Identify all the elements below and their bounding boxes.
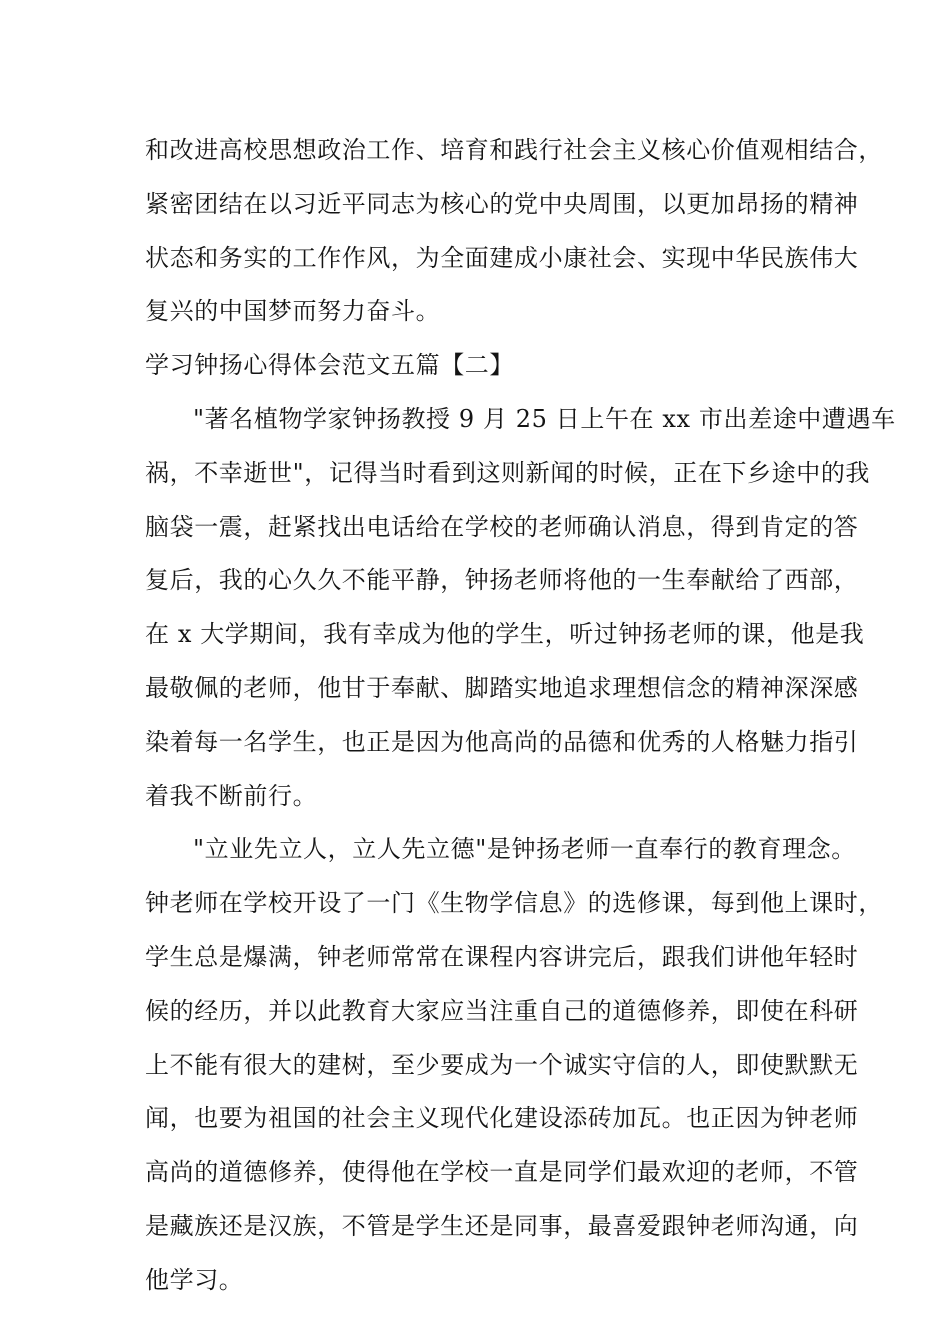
paragraph-line: "著名植物学家钟扬教授 9 月 25 日上午在 xx 市出差途中遭遇车 (193, 404, 896, 433)
paragraph-line: 高尚的道德修养，使得他在学校一直是同学们最欢迎的老师，不管 (145, 1158, 859, 1187)
paragraph-line: 学生总是爆满，钟老师常常在课程内容讲完后，跟我们讲他年轻时 (145, 942, 859, 971)
paragraph-line: 最敬佩的老师，他甘于奉献、脚踏实地追求理想信念的精神深深感 (145, 673, 859, 702)
paragraph-line: 钟老师在学校开设了一门《生物学信息》的选修课，每到他上课时， (145, 889, 883, 918)
paragraph-line: 和改进高校思想政治工作、培育和践行社会主义核心价值观相结合， (145, 136, 883, 164)
paragraph-line: 候的经历，并以此教育大家应当注重自己的道德修养，即使在科研 (145, 996, 859, 1025)
paragraph-line: 着我不断前行。 (145, 781, 318, 810)
section-heading: 学习钟扬心得体会范文五篇【二】 (145, 351, 514, 380)
document-body (145, 124, 896, 1308)
paragraph-line: 脑袋一震，赶紧找出电话给在学校的老师确认消息，得到肯定的答 (145, 512, 859, 541)
paragraph-line: "立业先立人，立人先立德"是钟扬老师一直奉行的教育理念。 (193, 835, 856, 864)
paragraph-line: 是藏族还是汉族，不管是学生还是同事，最喜爱跟钟老师沟通，向 (145, 1211, 859, 1240)
paragraph-line: 上不能有很大的建树，至少要成为一个诚实守信的人，即使默默无 (145, 1050, 859, 1079)
paragraph-line: 紧密团结在以习近平同志为核心的党中央周围，以更加昂扬的精神 (145, 189, 859, 218)
paragraph-2 (145, 393, 896, 823)
paragraph-line: 他学习。 (145, 1265, 244, 1294)
paragraph-line: 闻，也要为祖国的社会主义现代化建设添砖加瓦。也正因为钟老师 (145, 1104, 859, 1133)
paragraph-line: 祸，不幸逝世"，记得当时看到这则新闻的时候，正在下乡途中的我 (145, 458, 871, 487)
paragraph-3 (145, 823, 883, 1307)
paragraph-line: 复兴的中国梦而努力奋斗。 (145, 297, 441, 326)
paragraph-line: 状态和务实的工作作风，为全面建成小康社会、实现中华民族伟大 (145, 243, 859, 272)
paragraph-line: 复后，我的心久久不能平静，钟扬老师将他的一生奉献给了西部， (145, 566, 859, 595)
paragraph-line: 在 x 大学期间，我有幸成为他的学生，听过钟扬老师的课，他是我 (145, 620, 865, 649)
paragraph-line: 染着每一名学生，也正是因为他高尚的品德和优秀的人格魅力指引 (145, 727, 859, 756)
paragraph-1 (145, 124, 883, 339)
